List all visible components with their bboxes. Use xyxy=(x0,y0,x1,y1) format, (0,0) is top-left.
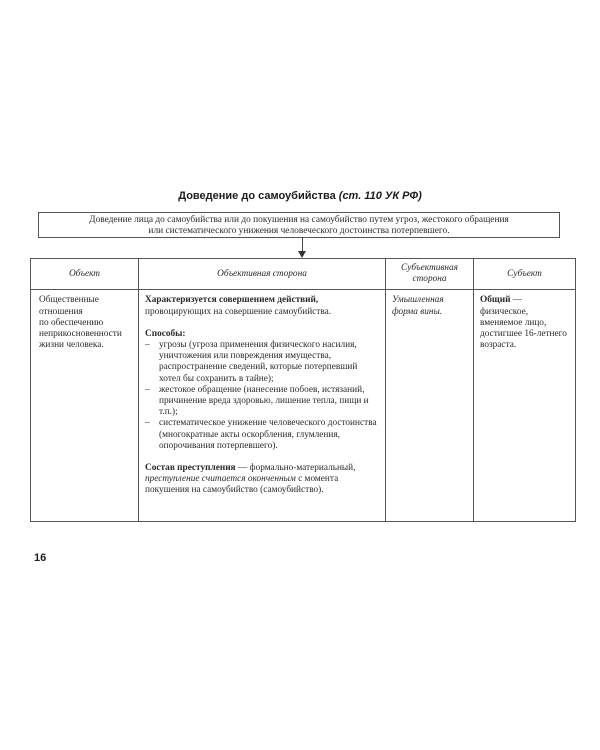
table-row xyxy=(31,290,576,522)
objective-lead xyxy=(145,295,379,317)
object-line: неприкосновенности xyxy=(39,329,122,340)
composition-italic: преступление считается оконченным xyxy=(145,474,296,485)
arrow-head-icon xyxy=(298,251,306,258)
object-line: жизни человека. xyxy=(39,340,104,351)
object-line: по обеспечению xyxy=(39,317,104,328)
subjective-line: форма вины. xyxy=(392,306,443,317)
table-header-row xyxy=(31,259,576,290)
list-item: – жестокое обращение (нанесение побоев, истязаний, причинение вреда здоровью, лишение тепла, пищи и т.п.); xyxy=(145,385,379,419)
title-main: Доведение до самоубийства xyxy=(178,190,336,202)
methods-list xyxy=(145,340,379,452)
subject-rest: — физическое, вменяемое лицо, достигшее 16-летнего возраста. xyxy=(480,295,567,351)
composition-tail: с момента покушения на самоубийство (самоубийство). xyxy=(145,474,339,496)
objective-lead-rest: провоцирующих на совершение самоубийства. xyxy=(145,306,332,317)
definition-line-2: или систематического унижения человеческого достоинства потерпевшего. xyxy=(148,226,450,236)
cell-object xyxy=(31,290,139,522)
list-item: – угрозы (угроза применения физического насилия, уничтожения или повреждения имущества, распространение сведений, которые потерпевший хотел бы сохранить в тайне); xyxy=(145,340,379,385)
object-line: отношения xyxy=(39,306,83,317)
crime-elements-table xyxy=(30,258,576,522)
header-objective-side: Объективная сторона xyxy=(139,259,386,290)
list-item: – систематическое унижение человеческого достоинства (многократные акты оскорбления, глумления, опорочивания потерпевшего). xyxy=(145,418,379,452)
objective-lead-bold: Характеризуется совершением действий, xyxy=(145,295,319,306)
definition-line-1: Доведение лица до самоубийства или до покушения на самоубийство путем угроз, жестокого обращения xyxy=(89,215,509,225)
subject-bold: Общий xyxy=(480,295,511,306)
header-subject: Субъект xyxy=(474,259,576,290)
cell-objective-side xyxy=(139,290,386,522)
cell-subjective-side xyxy=(386,290,474,522)
page-number: 16 xyxy=(34,552,47,564)
page-title xyxy=(0,190,600,202)
composition-bold: Состав преступления xyxy=(145,463,236,474)
composition-rest: — формально-материальный, xyxy=(235,463,356,474)
header-subjective-side: Субъективная сторона xyxy=(386,259,474,290)
subjective-line: Умышленная xyxy=(392,295,444,306)
header-object: Объект xyxy=(31,259,139,290)
title-article-ref: (ст. 110 УК РФ) xyxy=(338,190,422,202)
composition-text xyxy=(145,463,379,497)
object-line: Общественные xyxy=(39,295,99,306)
cell-subject xyxy=(474,290,576,522)
definition-box xyxy=(38,212,560,238)
methods-title: Способы: xyxy=(145,328,186,339)
